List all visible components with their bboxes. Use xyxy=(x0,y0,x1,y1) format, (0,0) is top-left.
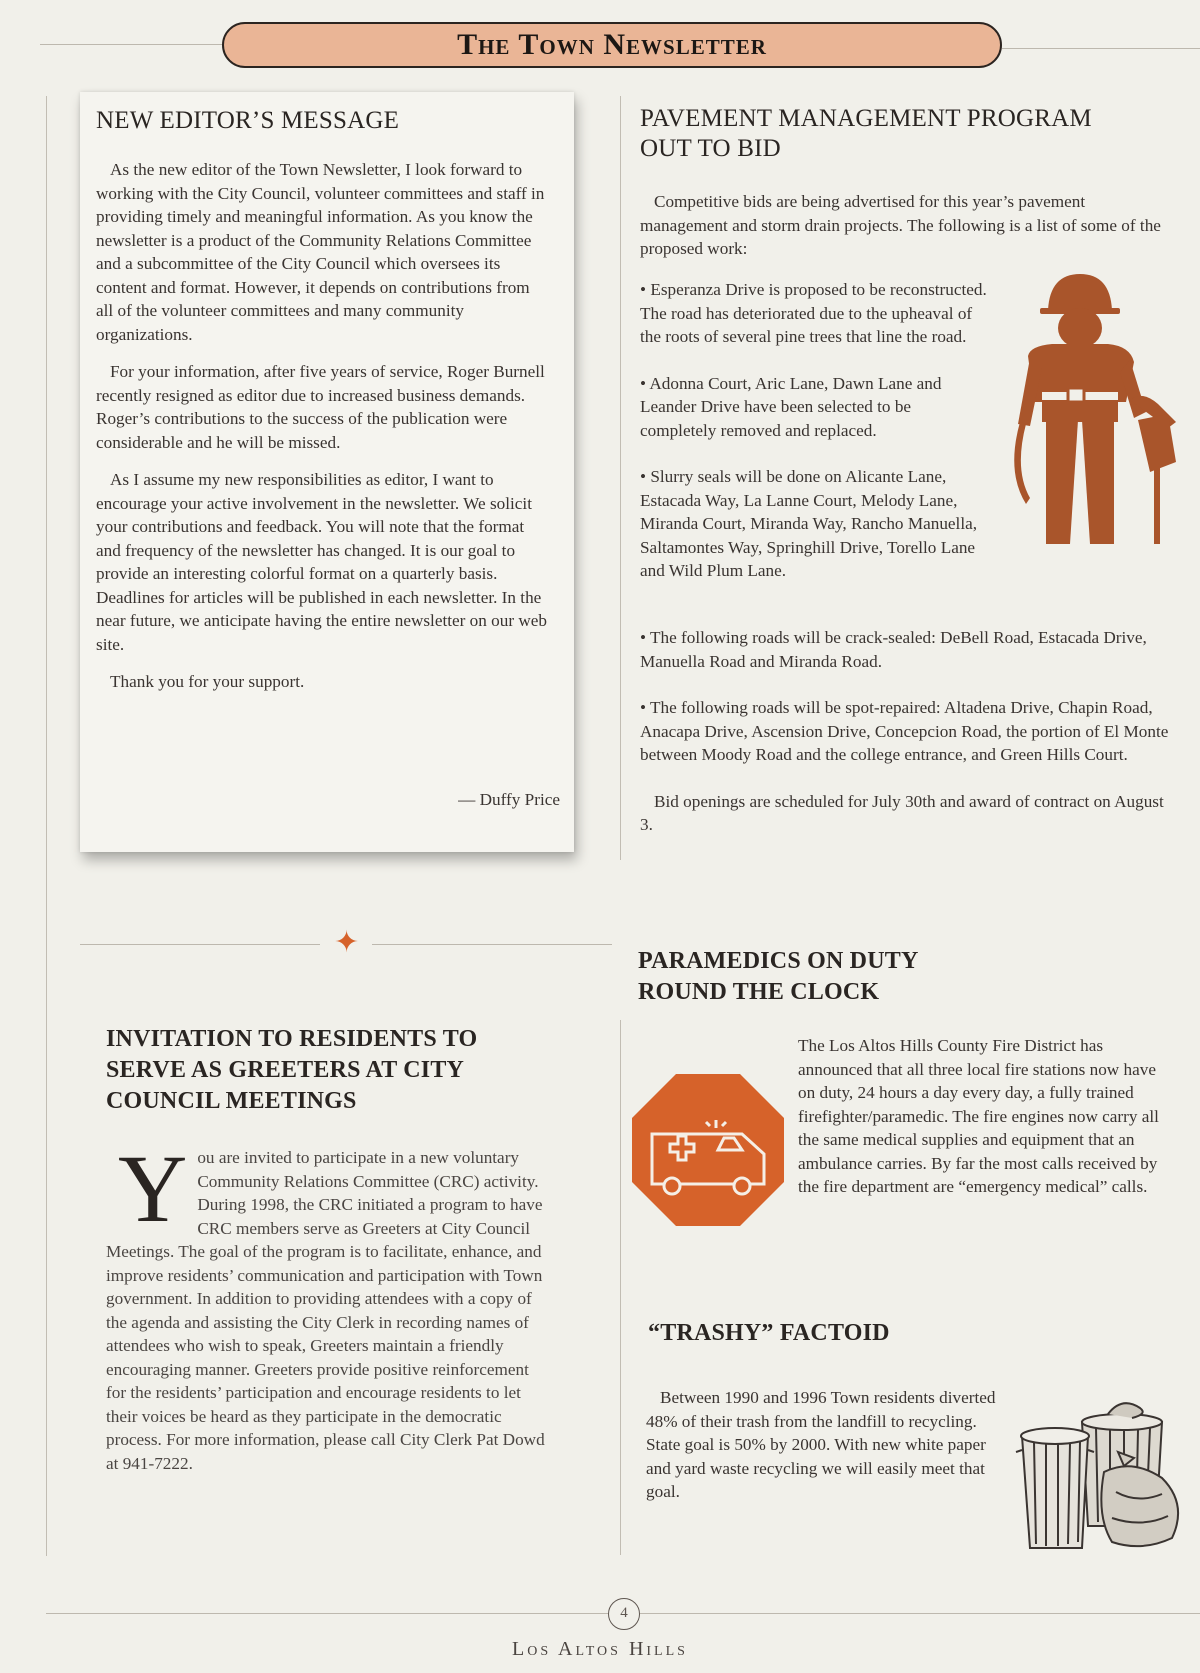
pavement-item: • Slurry seals will be done on Alicante Lane, Estacada Way, La Lanne Court, Melody Lane, Miranda Court, Miranda Way, Rancho Manuella, Saltamontes Way, Springhill Drive, Torello Lane and Wild Plum Lane. xyxy=(640,467,978,580)
diamond-ornament-icon: ✦ xyxy=(334,926,360,959)
left-margin-rule xyxy=(46,96,47,1556)
pavement-heading xyxy=(640,104,1160,164)
editor-paragraph: For your information, after five years of service, Roger Burnell recently resigned as editor due to increased business demands. Roger’s contributions to the success of the publication were considerable and he will be missed. xyxy=(96,362,545,452)
editor-paragraph: As the new editor of the Town Newsletter, I look forward to working with the City Council, volunteer committees and staff in providing timely and meaningful information. As you know the newsletter is a product of the Community Relations Committee and a subcommittee of the City Council which oversees its content and format. However, it depends on contributions from all of the volunteer committees and many community organizations. xyxy=(96,160,545,344)
paramedics-float-spacer xyxy=(650,1064,798,1224)
pavement-item: • Adonna Court, Aric Lane, Dawn Lane and Leander Drive have been selected to be completely removed and replaced. xyxy=(640,373,942,440)
pavement-item: • Esperanza Drive is proposed to be reconstructed. The road has deteriorated due to the upheaval of the roots of several pine trees that line the road. xyxy=(640,280,987,346)
column-divider-top xyxy=(620,96,621,860)
greeters-dropcap: Y xyxy=(118,1135,188,1242)
column-divider-bottom xyxy=(620,1020,621,1555)
paramedics-section xyxy=(638,946,1158,1008)
pavement-list-narrow xyxy=(640,278,988,606)
pavement-section xyxy=(640,104,1160,164)
newsletter-banner xyxy=(222,22,1002,68)
pavement-item: • The following roads will be crack-sealed: DeBell Road, Estacada Drive, Manuella Road and Miranda Road. xyxy=(640,628,1147,671)
trashy-heading: “TRASHY” FACTOID xyxy=(648,1320,890,1346)
editor-paragraph: Thank you for your support. xyxy=(110,672,305,691)
greeters-section xyxy=(106,1024,606,1117)
pavement-closing: Bid openings are scheduled for July 30th and award of contract on August 3. xyxy=(640,791,1164,834)
paramedics-heading-line2: ROUND THE CLOCK xyxy=(638,979,880,1005)
editor-signature: — Duffy Price xyxy=(458,790,560,809)
pavement-heading-line2: OUT TO BID xyxy=(640,135,781,162)
pavement-item: • The following roads will be spot-repaired: Altadena Drive, Chapin Road, Anacapa Drive, Ascension Drive, Concepcion Road, the portion of El Monte between Moody Road and the college entrance, and Green Hills Court. xyxy=(640,698,1169,764)
pavement-heading-line1: PAVEMENT MANAGEMENT PROGRAM xyxy=(640,105,1092,132)
construction-worker-icon xyxy=(1000,272,1190,582)
greeters-heading-line1: INVITATION TO RESIDENTS TO xyxy=(106,1026,478,1052)
trashy-body xyxy=(646,1386,1006,1504)
footer-town-name: Los Altos Hills xyxy=(512,1638,688,1660)
editor-body xyxy=(96,158,548,708)
greeters-heading-line3: COUNCIL MEETINGS xyxy=(106,1088,357,1114)
pavement-intro xyxy=(640,190,1172,261)
editor-paragraph: As I assume my new responsibilities as editor, I want to encourage your active involvement in the newsletter. We solicit your contributions and feedback. You will note that the format and frequency of the newsletter has changed. It is our goal to provide an interesting colorful format on a quarterly basis. Deadlines for articles will be published in each newsletter. In the near future, we anticipate having the entire newsletter on our web site. xyxy=(96,470,547,654)
editor-heading: NEW EDITOR’S MESSAGE xyxy=(96,107,400,134)
greeters-heading-line2: SERVE AS GREETERS AT CITY xyxy=(106,1057,465,1083)
pavement-list-wide xyxy=(640,626,1172,860)
paramedics-text: The Los Altos Hills County Fire District has announced that all three local fire stations now have on duty, 24 hours a day every day, a fully trained firefighter/paramedic. The fire engines now carry all the same medical supplies and equipment that an ambulance carries. By far the most calls received by the fire department are “emergency medical” calls. xyxy=(798,1036,1159,1196)
greeters-heading xyxy=(106,1024,606,1117)
paramedics-heading xyxy=(638,946,1158,1008)
section-divider-left xyxy=(80,944,320,945)
greeters-text: ou are invited to participate in a new voluntary Community Relations Committee (CRC) activity. During 1998, the CRC initiated a program to have CRC members serve as Greeters at City Council Meetings. The goal of the program is to facilitate, enhance, and improve residents’ communication and participation with Town government. In addition to providing attendees with a copy of the agenda and assisting the City Clerk in recording names of attendees who wish to speak, Greeters maintain a friendly encouraging manner. Greeters provide positive reinforcement for the residents’ participation and encourage residents to let their voices be heard as they participate in the democratic process. For more information, please call City Clerk Pat Dowd at 941-7222. xyxy=(106,1148,545,1473)
newsletter-title: The Town Newsletter xyxy=(457,28,767,61)
paramedics-body xyxy=(650,1034,1170,1224)
trash-cans-icon xyxy=(1012,1392,1192,1552)
editor-message-card xyxy=(80,92,574,852)
paramedics-heading-line1: PARAMEDICS ON DUTY xyxy=(638,948,919,974)
footer-rule-right xyxy=(640,1613,1200,1614)
section-divider-right xyxy=(372,944,612,945)
pavement-intro-text: Competitive bids are being advertised for this year’s pavement management and storm drain projects. The following is a list of some of the proposed work: xyxy=(640,192,1161,258)
greeters-body xyxy=(106,1135,550,1475)
trashy-text: Between 1990 and 1996 Town residents diverted 48% of their trash from the landfill to recycling. State goal is 50% by 2000. With new white paper and yard waste recycling we will easily meet that goal. xyxy=(646,1388,996,1501)
page-number: 4 xyxy=(608,1598,640,1630)
header-rule-right xyxy=(1002,48,1200,49)
header-rule-left xyxy=(40,44,222,45)
trashy-section xyxy=(648,1318,1048,1349)
footer-rule-left xyxy=(46,1613,608,1614)
